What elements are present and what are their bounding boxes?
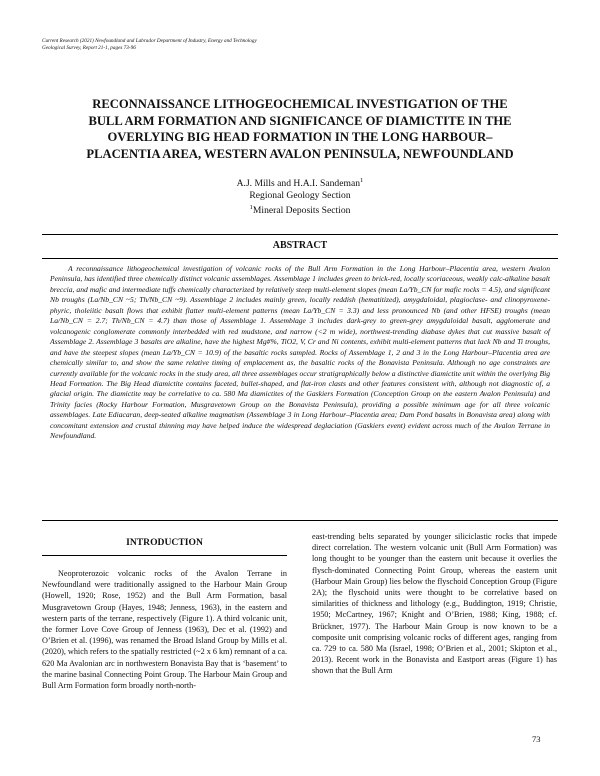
title-line-3: OVERLYING BIG HEAD FORMATION IN THE LONG HARBOUR– xyxy=(107,130,493,144)
running-header xyxy=(42,38,342,52)
title-line-2: BULL ARM FORMATION AND SIGNIFICANCE OF DIAMICTITE IN THE xyxy=(88,113,512,128)
paper-title xyxy=(48,96,552,162)
abstract-heading: ABSTRACT xyxy=(272,240,328,251)
affiliation-1: Regional Geology Section xyxy=(249,190,351,202)
introduction-heading: INTRODUCTION xyxy=(126,537,203,548)
affiliation-2: Mineral Deposits Section xyxy=(252,205,351,217)
author-sup: 1 xyxy=(360,177,364,184)
page-number: 73 xyxy=(532,734,541,744)
affiliation-2-sup: 1 xyxy=(249,204,253,212)
abstract-bottom-rule xyxy=(42,520,558,521)
title-line-1: RECONNAISSANCE LITHOGEOCHEMICAL INVESTIGATION OF THE xyxy=(92,97,508,111)
abstract-text: A reconnaissance lithogeochemical investigation of volcanic rocks of the Bull Arm Formation in the Long Harbour–Placentia area, western Avalon Peninsula, has identified three chemically distinct volcanic assemblages. Assemblage 1 includes green to brick-red, locally scoriaceous, weakly calc-alkaline basalt breccia, and mafic and intermediate tuffs chemically characterized by relatively steep multi-element slopes (mean La/Yb_CN for mafic rocks = 4.5), and significant Nb troughs (La/Nb_CN ~5; Th/Nb_CN ~9). Assemblage 2 includes mainly green, locally reddish (hematitized), amygdaloidal, plagioclase- and clinopyroxene-phyric, tholeiitic basalt flows that exhibit flatter multi-element patterns (mean La/Yb_CN = 3.3) and less pronounced Nb (and other HFSE) troughs (mean La/Nb_CN = 2.7; Th/Nb_CN = 4.7) than those of Assemblage 1. Assemblage 3 includes dark-grey to green-grey amygdaloidal basalt, agglomerate and volcanogenic conglomerate commonly interbedded with red mudstone, and narrow (<2 m wide), northwest-trending diabase dykes that cut massive basalt of Assemblage 2. Assemblage 3 basalts are alkaline, have the highest Mg#%, TiO2, V, Cr and Ni contents, exhibit multi-element patterns that lack Nb and Ti troughs, and have the steepest slopes (mean La/Yb_CN = 10.9) of the basaltic rocks sampled. Rocks of Assemblage 1, 2 and 3 in the Long Harbour–Placentia area are chemically similar to, and show the same relative timing of emplacement as, the basaltic rocks of the Bonavista Peninsula. Although no age constraints are currently available for the volcanic rocks in the study area, all three assemblages occur stratigraphically below a distinctive diamictite unit within the overlying Big Head Formation. The Big Head diamictite contains faceted, bullet-shaped, and flat-iron clasts and other features consistent with, although not diagnostic of, a glacial origin. The diamictite may be correlative to ca. 580 Ma diamictites of the Gaskiers Formation (Conception Group on the eastern Avalon Peninsula) and Trinity facies (Rocky Harbour Formation, Musgravetown Group on the Bonavista Peninsula), providing a possible minimum age for all three volcanic assemblages. Late Ediacaran, deep-seated alkaline magmatism (Assemblage 3 in Long Harbour–Placentia area; Dam Pond basalts in Bonavista area) along with concomitant extension and crustal thinning may have helped induce the widespread deglaciation (Gaskiers event) evident across much of the Avalon Terrane in Newfoundland. xyxy=(50,264,550,441)
author-block xyxy=(0,175,600,217)
header-line-2: Geological Survey, Report 21-1, pages 73-96 xyxy=(42,45,136,51)
intro-right-text: east-trending belts separated by younger siliciclastic rocks that impede direct correlation. The western volcanic unit (Bull Arm Formation) was long thought to be younger than the eastern unit because it overlies the flysch-dominated Connecting Point Group, whereas the eastern unit (Harbour Main Group) lies below the flyschoid Conception Group (Figure 2A); the flyschoid units were thought to be correlative based on similarities of thickness and lithology (e.g., Buddington, 1919; Christie, 1950; McCartney, 1967; Knight and O’Brien, 1988; King, 1988; cf. Brückner, 1977). The Harbour Main Group is now known to be a composite unit comprising volcanic rocks of different ages, ranging from ca. 729 to ca. 580 Ma (Israel, 1998; O’Brien et al., 2001; Skipton et al., 2013). Recent work in the Bonavista and Eastport areas (Figure 1) has shown that the Bull Arm xyxy=(312,532,557,676)
right-column xyxy=(312,531,557,677)
abstract-body xyxy=(50,264,550,442)
left-column xyxy=(42,568,287,691)
author-names: A.J. Mills and H.A.I. Sandeman xyxy=(236,178,360,190)
title-line-4: PLACENTIA AREA, WESTERN AVALON PENINSULA, NEWFOUNDLAND xyxy=(86,146,514,161)
header-line-1: Current Research (2021) Newfoundland and Labrador Department of Industry, Energy and Technology xyxy=(42,38,257,44)
abstract-top-rule xyxy=(42,234,558,235)
abstract-heading-rule xyxy=(42,258,558,259)
introduction-rule xyxy=(42,555,287,556)
intro-left-text: Neoproterozoic volcanic rocks of the Avalon Terrane in Newfoundland were traditionally assigned to the Harbour Main Group (Howell, 1920; Rose, 1952) and the Bull Arm Formation, basal Musgravetown Group (Hayes, 1948; Jenness, 1963), in the eastern and western parts of the terrane, respectively (Figure 1). A third volcanic unit, the former Love Cove Group of Jenness (1963), Dec et al. (1992) and O’Brien et al. (1996), was renamed the Broad Island Group by Mills et al. (2020), which refers to the spatially restricted (~2 x 6 km) remnant of a ca. 620 Ma Avalonian arc in northwestern Bonavista Bay that is ‘basement’ to the marine basinal Connecting Point Group. The Harbour Main Group and Bull Arm Formation form broadly north-north- xyxy=(42,569,287,691)
